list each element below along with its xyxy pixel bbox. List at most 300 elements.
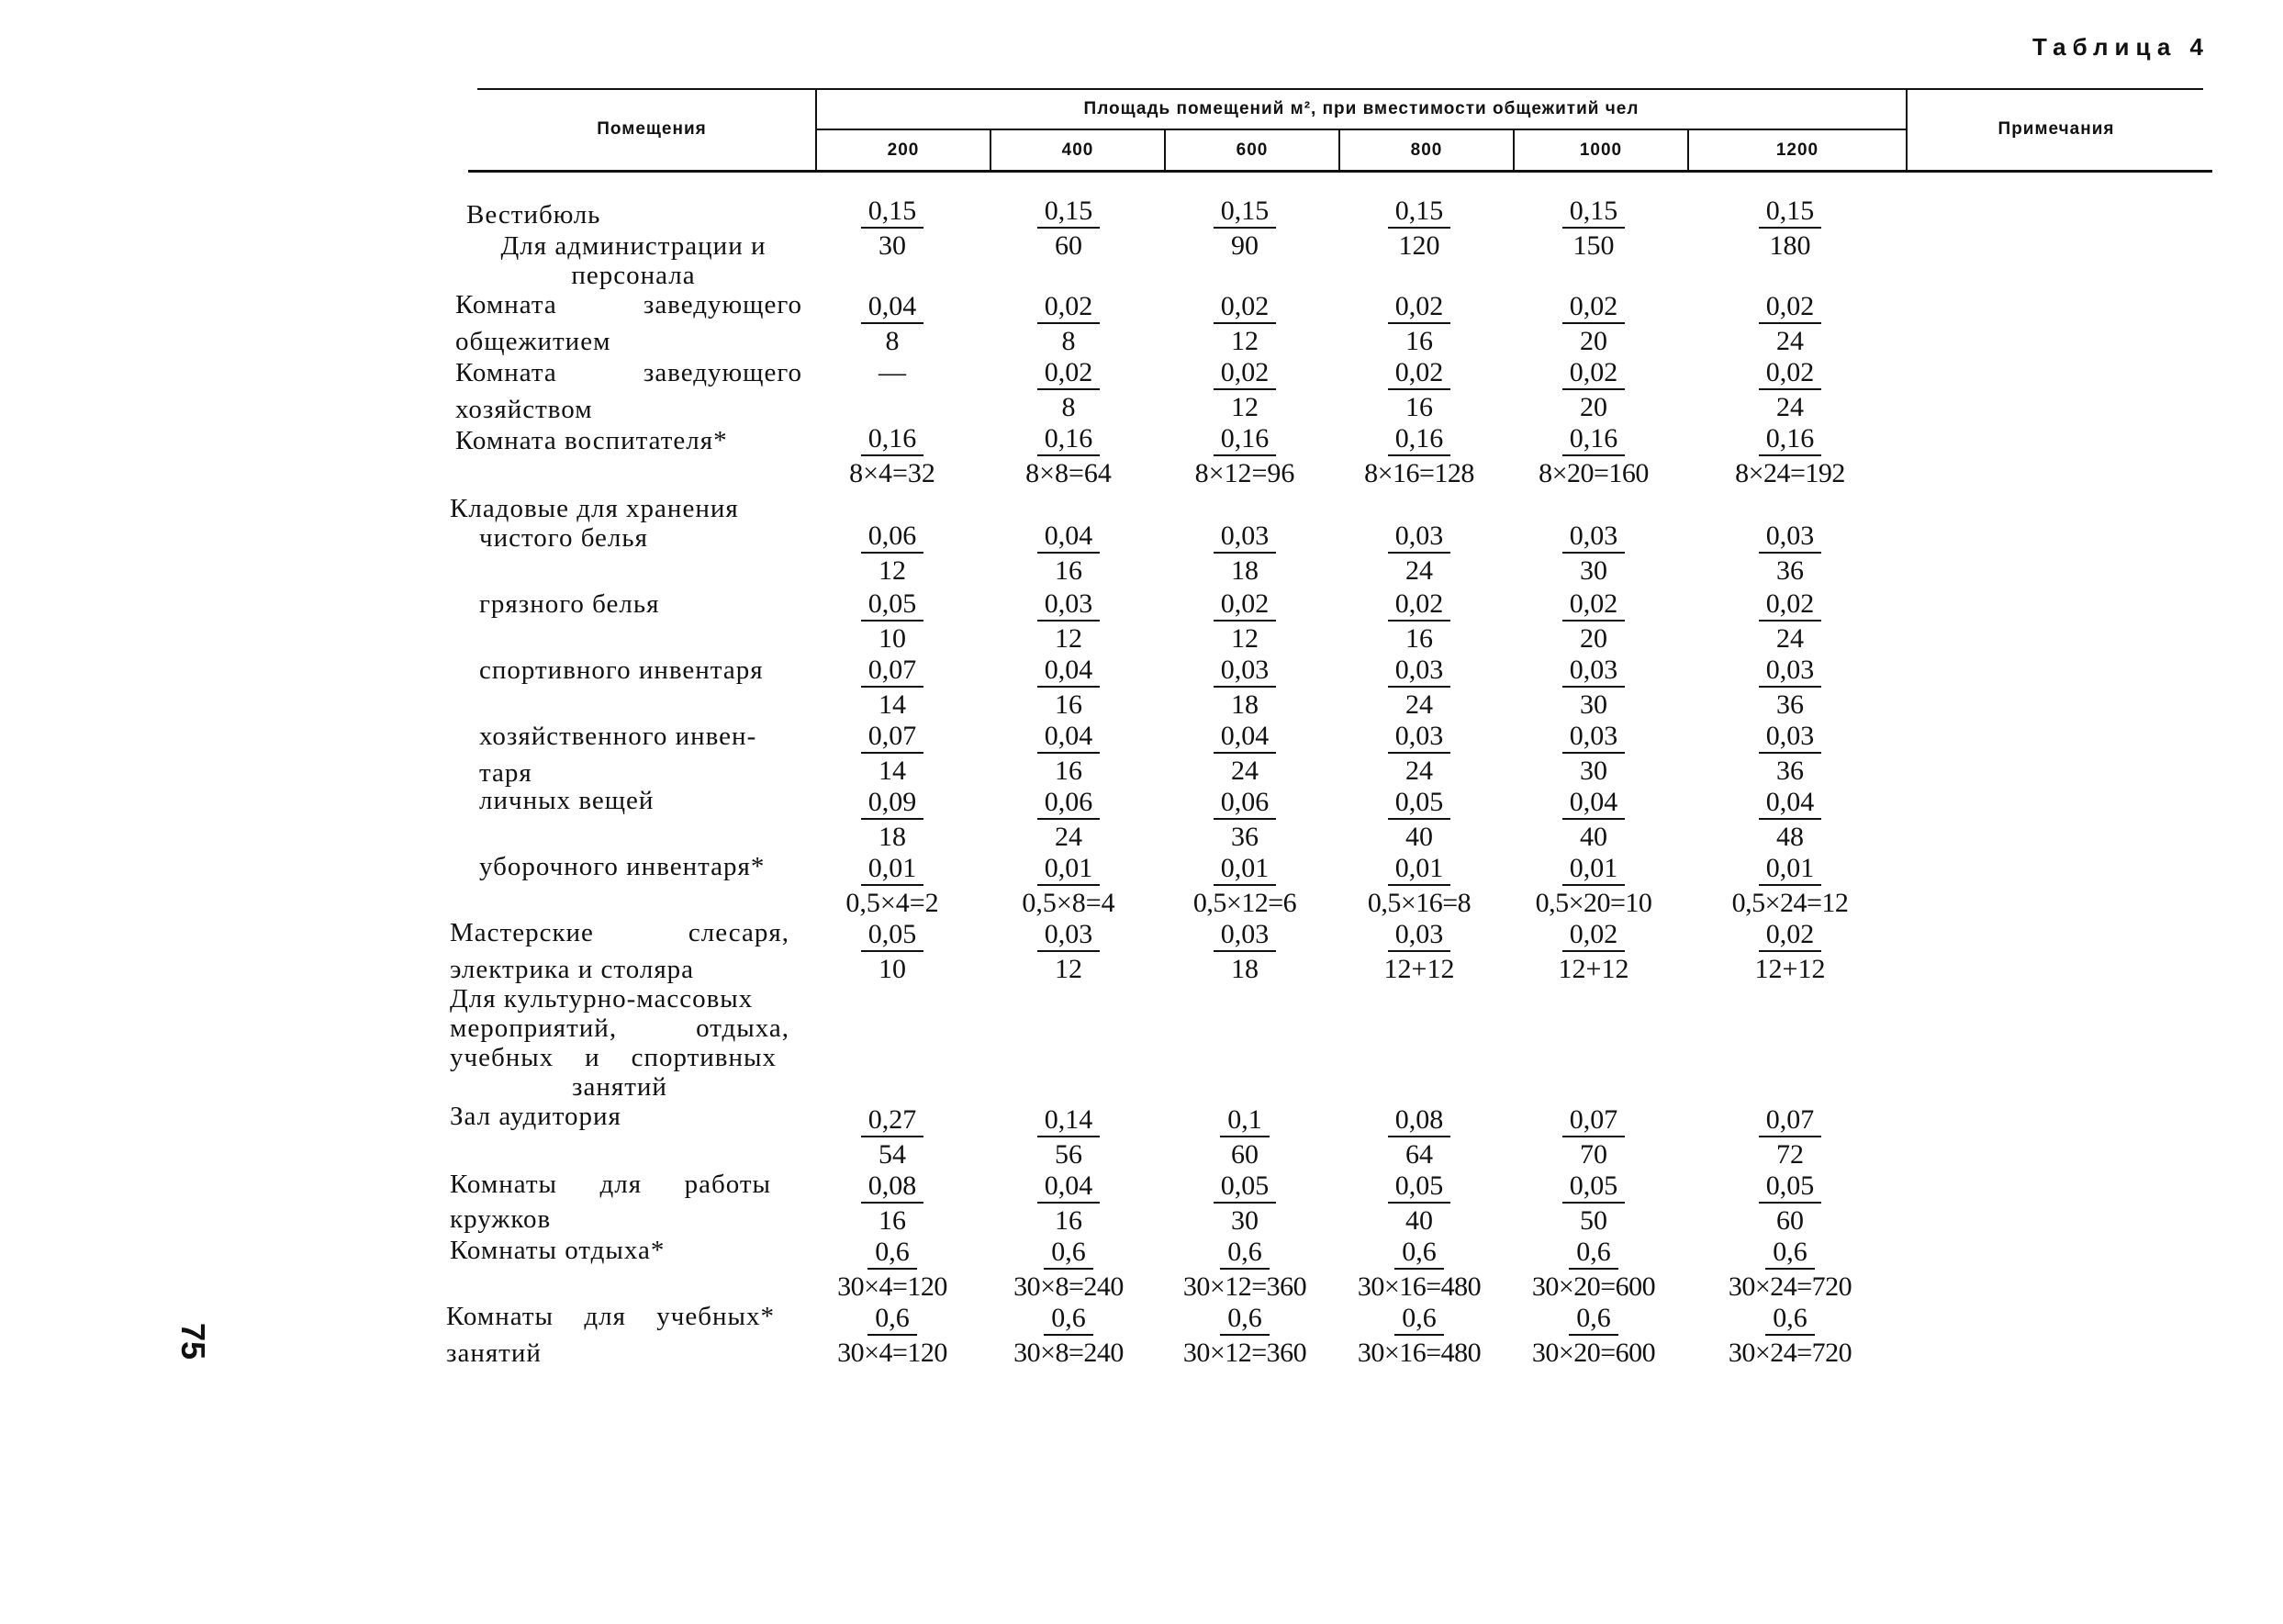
value-numerator: 0,1 (1220, 1104, 1270, 1137)
value-numerator: 0,03 (1562, 521, 1626, 554)
header-bottom-rule (468, 170, 2212, 173)
value-cell (1509, 852, 1678, 921)
value-denominator: 8×8=64 (1025, 458, 1112, 488)
value-numerator: 0,03 (1562, 721, 1626, 754)
section-label-word: учебных (450, 1043, 554, 1072)
value-denominator: 20 (1580, 392, 1607, 422)
value-cell (808, 520, 977, 588)
value-numerator: 0,6 (1044, 1303, 1093, 1336)
value-numerator: 0,05 (1214, 1170, 1277, 1204)
value-cell (1509, 720, 1678, 789)
row-label: кружков (450, 1204, 552, 1234)
value-cell (1335, 1103, 1504, 1172)
value-numerator: 0,03 (1388, 721, 1451, 754)
value-denominator: 10 (879, 623, 906, 654)
value-cell (808, 786, 977, 855)
value-denominator: 8 (885, 326, 900, 356)
row-label: спортивного инвентаря (479, 655, 764, 685)
value-denominator: 8×20=160 (1539, 458, 1649, 488)
value-cell (1706, 588, 1875, 656)
value-cell (1706, 195, 1875, 263)
row-label-word: для (599, 1170, 643, 1199)
value-numerator: 0,15 (1037, 196, 1101, 229)
value-numerator: 0,02 (1037, 291, 1101, 324)
row-label: хозяйственного инвен- (479, 722, 757, 751)
value-numerator: 0,03 (1759, 721, 1822, 754)
value-denominator: 12+12 (1754, 954, 1826, 984)
row-label: хозяйством (455, 395, 593, 424)
value-cell (984, 588, 1153, 656)
value-cell (1509, 786, 1678, 855)
header-rooms: Помещения (597, 119, 707, 139)
value-numerator: 0,01 (1562, 853, 1626, 886)
value-denominator: 56 (1055, 1139, 1082, 1170)
value-cell (1160, 852, 1329, 921)
value-numerator: 0,6 (1765, 1303, 1815, 1336)
row-label-word: слесаря, (688, 918, 789, 947)
value-denominator: 120 (1398, 230, 1440, 261)
value-cell (808, 852, 977, 921)
value-denominator: 16 (1055, 555, 1082, 586)
row-label-word: заведующего (643, 358, 802, 387)
value-denominator: 30×4=120 (837, 1338, 947, 1368)
section-label (450, 1043, 777, 1072)
value-denominator: 30×4=120 (837, 1271, 947, 1302)
value-cell (808, 356, 977, 389)
value-numerator: 0,02 (1388, 291, 1451, 324)
value-denominator: 12 (1231, 326, 1259, 356)
value-denominator: 18 (1231, 555, 1259, 586)
value-numerator: 0,05 (1388, 1170, 1451, 1204)
value-cell (808, 290, 977, 359)
section-label: Для администрации и (500, 231, 767, 261)
value-numerator: 0,02 (1562, 357, 1626, 390)
row-label: личных вещей (479, 786, 655, 815)
value-numerator: 0,04 (1037, 521, 1101, 554)
value-denominator: 24 (1055, 822, 1082, 852)
value-cell (1509, 588, 1678, 656)
value-numerator: 0,6 (1220, 1237, 1270, 1270)
section-label-word: и (585, 1043, 600, 1072)
value-cell (1160, 1236, 1329, 1305)
value-cell (1509, 290, 1678, 359)
value-denominator: 60 (1231, 1139, 1259, 1170)
value-denominator: 0,5×24=12 (1731, 888, 1849, 918)
value-cell (1335, 654, 1504, 722)
value-numerator: 0,03 (1388, 919, 1451, 952)
value-numerator: 0,07 (1562, 1104, 1626, 1137)
value-numerator: 0,15 (1562, 196, 1626, 229)
value-numerator: 0,6 (1220, 1303, 1270, 1336)
value-cell (984, 422, 1153, 491)
value-cell (984, 1103, 1153, 1172)
value-numerator: 0,07 (861, 721, 924, 754)
header-capacity: 1000 (1579, 140, 1623, 160)
value-numerator: 0,16 (1388, 423, 1451, 456)
value-denominator: 8 (1061, 392, 1076, 422)
value-numerator: 0,05 (1388, 787, 1451, 820)
value-denominator: 8×16=128 (1364, 458, 1474, 488)
value-cell (984, 786, 1153, 855)
value-cell (1160, 520, 1329, 588)
value-cell (984, 520, 1153, 588)
value-cell (1335, 422, 1504, 491)
value-numerator: 0,15 (861, 196, 924, 229)
value-numerator: 0,01 (1214, 853, 1277, 886)
value-denominator: 70 (1580, 1139, 1607, 1170)
value-cell (1706, 852, 1875, 921)
value-numerator: — (879, 357, 906, 387)
value-denominator: 0,5×8=4 (1022, 888, 1115, 918)
value-cell (1335, 588, 1504, 656)
value-numerator: 0,02 (1759, 919, 1822, 952)
value-numerator: 0,6 (1765, 1237, 1815, 1270)
value-numerator: 0,16 (1037, 423, 1101, 456)
value-cell (808, 1170, 977, 1238)
section-label: персонала (571, 261, 696, 290)
value-denominator: 30 (879, 230, 906, 261)
value-denominator: 12+12 (1383, 954, 1455, 984)
value-denominator: 20 (1580, 623, 1607, 654)
value-cell (1509, 356, 1678, 425)
value-denominator: 30×16=480 (1357, 1338, 1482, 1368)
header-capacity: 600 (1236, 140, 1269, 160)
value-numerator: 0,01 (1388, 853, 1451, 886)
row-label: грязного белья (479, 589, 660, 619)
value-denominator: 36 (1231, 822, 1259, 852)
value-cell (1160, 654, 1329, 722)
value-numerator: 0,04 (1037, 721, 1101, 754)
value-cell (984, 852, 1153, 921)
value-numerator: 0,04 (861, 291, 924, 324)
value-denominator: 24 (1231, 756, 1259, 786)
value-numerator: 0,02 (1759, 588, 1822, 622)
value-cell (1706, 654, 1875, 722)
value-denominator: 12 (1055, 623, 1082, 654)
value-cell (1335, 786, 1504, 855)
value-numerator: 0,02 (1759, 291, 1822, 324)
value-numerator: 0,09 (861, 787, 924, 820)
header-capacity: 800 (1410, 140, 1443, 160)
row-label-word: Мастерские (450, 918, 594, 947)
value-numerator: 0,02 (1388, 357, 1451, 390)
value-numerator: 0,03 (1214, 919, 1277, 952)
value-denominator: 30 (1580, 555, 1607, 586)
value-denominator: 24 (1776, 392, 1804, 422)
value-cell (984, 1236, 1153, 1305)
value-cell (1160, 290, 1329, 359)
value-cell (1335, 918, 1504, 987)
value-cell (808, 422, 977, 491)
value-denominator: 18 (1231, 954, 1259, 984)
value-denominator: 8 (1061, 326, 1076, 356)
value-numerator: 0,03 (1037, 919, 1101, 952)
value-denominator: 0,5×16=8 (1367, 888, 1472, 918)
value-cell (1706, 1236, 1875, 1305)
value-denominator: 60 (1776, 1205, 1804, 1236)
value-cell (1509, 422, 1678, 491)
value-denominator: 30×24=720 (1728, 1338, 1852, 1368)
row-label: таря (479, 758, 532, 788)
value-denominator: 16 (1055, 1205, 1082, 1236)
value-numerator: 0,15 (1214, 196, 1277, 229)
value-denominator: 90 (1231, 230, 1259, 261)
value-numerator: 0,08 (861, 1170, 924, 1204)
row-label (455, 290, 802, 319)
value-cell (808, 588, 977, 656)
value-numerator: 0,03 (1214, 521, 1277, 554)
row-label-word: для (584, 1302, 626, 1331)
value-denominator: 10 (879, 954, 906, 984)
value-cell (808, 654, 977, 722)
value-numerator: 0,04 (1037, 655, 1101, 688)
row-label: Комнаты отдыха* (450, 1236, 666, 1265)
section-label: Для культурно-массовых (450, 984, 754, 1014)
value-numerator: 0,02 (1214, 291, 1277, 324)
value-cell (1706, 290, 1875, 359)
value-cell (1160, 1103, 1329, 1172)
value-cell (1160, 422, 1329, 491)
value-cell (1509, 918, 1678, 987)
value-denominator: 30×24=720 (1728, 1271, 1852, 1302)
value-cell (1335, 852, 1504, 921)
value-numerator: 0,06 (1214, 787, 1277, 820)
value-denominator: 30×12=360 (1182, 1338, 1307, 1368)
value-numerator: 0,01 (1759, 853, 1822, 886)
value-cell (1706, 520, 1875, 588)
value-denominator: 8×4=32 (849, 458, 935, 488)
value-cell (808, 1103, 977, 1172)
value-cell (1509, 1170, 1678, 1238)
value-cell (1160, 356, 1329, 425)
value-numerator: 0,07 (1759, 1104, 1822, 1137)
value-cell (1706, 918, 1875, 987)
value-denominator: 0,5×4=2 (845, 888, 939, 918)
value-denominator: 24 (1405, 689, 1433, 720)
value-denominator: 54 (879, 1139, 906, 1170)
section-label (450, 1014, 789, 1043)
value-denominator: 14 (879, 756, 906, 786)
row-label: занятий (446, 1338, 542, 1368)
row-label-word: Комнаты (450, 1170, 557, 1199)
row-label: Комната воспитателя* (455, 426, 728, 455)
header-capacity: 1200 (1775, 140, 1819, 160)
value-numerator: 0,01 (861, 853, 924, 886)
value-numerator: 0,03 (1037, 588, 1101, 622)
value-denominator: 0,5×12=6 (1192, 888, 1297, 918)
row-label-word: заведующего (643, 290, 802, 319)
value-cell (1335, 356, 1504, 425)
value-denominator: 0,5×20=10 (1535, 888, 1652, 918)
value-numerator: 0,05 (861, 588, 924, 622)
value-cell (1335, 1236, 1504, 1305)
value-cell (1509, 1302, 1678, 1371)
header-top-rule (477, 88, 2203, 90)
value-cell (1509, 195, 1678, 263)
value-denominator: 18 (879, 822, 906, 852)
row-label (450, 1170, 771, 1199)
value-cell (1706, 356, 1875, 425)
row-label: уборочного инвентаря* (479, 852, 766, 881)
value-cell (808, 720, 977, 789)
value-cell (1335, 195, 1504, 263)
value-cell (984, 654, 1153, 722)
value-denominator: 30×8=240 (1013, 1338, 1124, 1368)
value-cell (984, 1170, 1153, 1238)
value-numerator: 0,14 (1037, 1104, 1101, 1137)
value-denominator: 36 (1776, 756, 1804, 786)
value-numerator: 0,16 (1562, 423, 1626, 456)
value-cell (1160, 588, 1329, 656)
value-denominator: 180 (1769, 230, 1811, 261)
row-label-word: Комната (455, 358, 557, 387)
header-mid-rule (815, 129, 1906, 130)
value-denominator: 24 (1405, 756, 1433, 786)
value-denominator: 48 (1776, 822, 1804, 852)
value-numerator: 0,02 (1759, 357, 1822, 390)
value-cell (808, 195, 977, 263)
row-label: Вестибюль (466, 200, 601, 230)
value-cell (1335, 1302, 1504, 1371)
value-denominator: 40 (1405, 822, 1433, 852)
value-cell (1160, 1170, 1329, 1238)
value-numerator: 0,04 (1037, 1170, 1101, 1204)
value-numerator: 0,6 (1044, 1237, 1093, 1270)
value-denominator: 30 (1580, 689, 1607, 720)
value-cell (808, 1302, 977, 1371)
value-cell (1335, 1170, 1504, 1238)
value-cell (1160, 786, 1329, 855)
value-numerator: 0,6 (1394, 1303, 1444, 1336)
value-numerator: 0,15 (1759, 196, 1822, 229)
value-numerator: 0,6 (1569, 1303, 1618, 1336)
value-numerator: 0,16 (1759, 423, 1822, 456)
value-denominator: 50 (1580, 1205, 1607, 1236)
value-denominator: 16 (1405, 623, 1433, 654)
value-numerator: 0,02 (1562, 919, 1626, 952)
value-numerator: 0,02 (1562, 588, 1626, 622)
section-label: занятий (572, 1072, 667, 1102)
value-cell (984, 1302, 1153, 1371)
value-cell (1509, 654, 1678, 722)
value-denominator: 8×12=96 (1194, 458, 1295, 488)
value-numerator: 0,05 (861, 919, 924, 952)
value-numerator: 0,6 (867, 1237, 917, 1270)
value-denominator: 64 (1405, 1139, 1433, 1170)
value-cell (1160, 195, 1329, 263)
value-denominator: 72 (1776, 1139, 1804, 1170)
value-cell (1160, 720, 1329, 789)
row-label (450, 918, 789, 947)
value-denominator: 30×8=240 (1013, 1271, 1124, 1302)
row-label-word: Комнаты (446, 1302, 554, 1331)
value-denominator: 20 (1580, 326, 1607, 356)
value-denominator: 30×20=600 (1531, 1271, 1656, 1302)
value-cell (1706, 422, 1875, 491)
value-denominator: 36 (1776, 689, 1804, 720)
page-number: 75 (174, 1322, 213, 1361)
value-denominator: 150 (1572, 230, 1615, 261)
value-denominator: 30×16=480 (1357, 1271, 1482, 1302)
row-label-word: Комната (455, 290, 557, 319)
value-denominator: 12 (879, 555, 906, 586)
table-caption: Таблица 4 (2031, 33, 2210, 61)
value-numerator: 0,01 (1037, 853, 1101, 886)
value-numerator: 0,15 (1388, 196, 1451, 229)
value-denominator: 14 (879, 689, 906, 720)
value-numerator: 0,6 (1394, 1237, 1444, 1270)
value-denominator: 16 (1055, 756, 1082, 786)
value-denominator: 30×12=360 (1182, 1271, 1307, 1302)
value-denominator: 24 (1405, 555, 1433, 586)
value-cell (1706, 1103, 1875, 1172)
value-cell (1706, 1170, 1875, 1238)
value-numerator: 0,05 (1562, 1170, 1626, 1204)
section-label-word: отдыха, (696, 1014, 789, 1043)
row-label (446, 1302, 775, 1331)
value-denominator: 12 (1055, 954, 1082, 984)
value-denominator: 60 (1055, 230, 1082, 261)
row-label: электрика и столяра (450, 955, 695, 984)
value-denominator: 16 (879, 1205, 906, 1236)
value-cell (1335, 520, 1504, 588)
value-numerator: 0,06 (1037, 787, 1101, 820)
value-denominator: 8×24=192 (1735, 458, 1845, 488)
value-denominator: 16 (1405, 392, 1433, 422)
value-denominator: 40 (1580, 822, 1607, 852)
value-numerator: 0,03 (1388, 655, 1451, 688)
value-numerator: 0,02 (1388, 588, 1451, 622)
value-numerator: 0,06 (861, 521, 924, 554)
value-denominator: 24 (1776, 326, 1804, 356)
value-cell (984, 356, 1153, 425)
value-denominator: 12 (1231, 623, 1259, 654)
value-denominator: 30 (1231, 1205, 1259, 1236)
header-divider (1906, 88, 1908, 171)
value-cell (984, 918, 1153, 987)
value-numerator: 0,07 (861, 655, 924, 688)
value-cell (808, 1236, 977, 1305)
value-cell (984, 195, 1153, 263)
value-cell (1160, 918, 1329, 987)
value-numerator: 0,6 (867, 1303, 917, 1336)
value-cell (984, 290, 1153, 359)
value-numerator: 0,02 (1037, 357, 1101, 390)
value-numerator: 0,6 (1569, 1237, 1618, 1270)
value-cell (1706, 720, 1875, 789)
value-cell (984, 720, 1153, 789)
row-label: чистого белья (479, 523, 648, 553)
row-label (455, 358, 802, 387)
value-numerator: 0,03 (1562, 655, 1626, 688)
value-numerator: 0,05 (1759, 1170, 1822, 1204)
value-denominator: 30 (1580, 756, 1607, 786)
section-label: Кладовые для хранения (450, 494, 739, 523)
value-cell (1706, 1302, 1875, 1371)
header-capacity: 400 (1061, 140, 1094, 160)
row-label: Зал аудитория (450, 1102, 621, 1131)
value-denominator: 30×20=600 (1531, 1338, 1656, 1368)
value-denominator: 36 (1776, 555, 1804, 586)
value-cell (1335, 720, 1504, 789)
value-cell (808, 918, 977, 987)
value-numerator: 0,03 (1388, 521, 1451, 554)
value-cell (1509, 1103, 1678, 1172)
row-label: общежитием (455, 327, 611, 356)
value-cell (1706, 786, 1875, 855)
value-numerator: 0,02 (1562, 291, 1626, 324)
value-numerator: 0,03 (1759, 521, 1822, 554)
